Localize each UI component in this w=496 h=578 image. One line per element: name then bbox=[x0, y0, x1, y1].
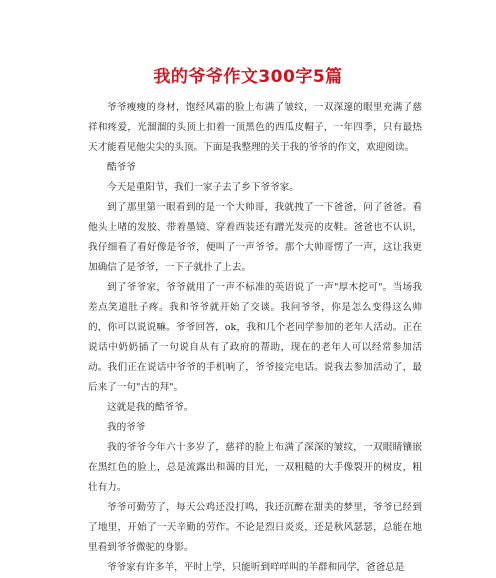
section-heading: 我的爷爷 bbox=[107, 422, 146, 433]
paragraph: 爷爷家有许多羊，平时上学，只能听到咩咩叫的羊群和同学，爸爸总是 bbox=[107, 562, 405, 573]
page-title: 我的爷爷作文300字5篇 bbox=[153, 67, 343, 87]
paragraph: 我的爷爷今年六十多岁了，慈祥的脸上布满了深深的皱纹，一双眼睛镶嵌在黑红色的脸上，总是流露出和蔼的目光，一双粗糙的大手像裂开的树皮，粗壮有力。 bbox=[88, 442, 422, 493]
article-body bbox=[88, 98, 422, 578]
paragraph: 这就是我的酷爷爷。 bbox=[107, 402, 194, 413]
paragraph: 爷爷瘦瘦的身材，饱经风霜的脸上布满了皱纹，一双深邃的眼里充满了慈祥和疼爱，光溜溜的头顶上扣着一顶黑色的西瓜皮帽子，一年四季，只有最热天才能看见他尖尖的头顶。下面是我整理的关于我的爷爷的作文，欢迎阅读。 bbox=[88, 102, 422, 153]
paragraph: 爷爷可勤劳了，每天公鸡还没打鸣，我还沉醉在甜美的梦里，爷爷已经到了地里，开始了一天辛勤的劳作。不论是烈日炎炎，还是秋风瑟瑟，总能在地里看到爷爷微驼的身影。 bbox=[88, 502, 422, 553]
paragraph: 到了爷爷家，爷爷就用了一声不标准的英语说了一声"厚木挖可"。当场我差点笑道肚子疼。我和爷爷就开始了交谈。我问爷爷，你是怎么变得这么帅的，你可以说说嘛。爷爷回答，ok，我和几个老同学参加的老年人活动。正在说话中奶奶插了一句说自从有了政府的帮助，现在的老年人可以经常参加活动。我们正在说话中爷爷的手机响了，爷爷接完电话。说我去参加活动了，最后来了一句"古的拜"。 bbox=[88, 282, 422, 393]
paragraph: 今天是重阳节，我们一家子去了乡下爷爷家。 bbox=[107, 182, 299, 193]
section-heading: 酷爷爷 bbox=[107, 162, 136, 173]
paragraph: 到了那里第一眼看到的是一个大帅哥，我就拽了一下爸爸，问了爸爸。看他头上啫的发胶、带着墨镜、穿着西装还有蹭光发亮的皮鞋。爸爸也不认识，我仔细看了看好像是爷爷，便叫了一声爷爷。那个大帅哥愣了一声，这让我更加确信了是爷爷，一下子就扑了上去。 bbox=[88, 202, 422, 273]
